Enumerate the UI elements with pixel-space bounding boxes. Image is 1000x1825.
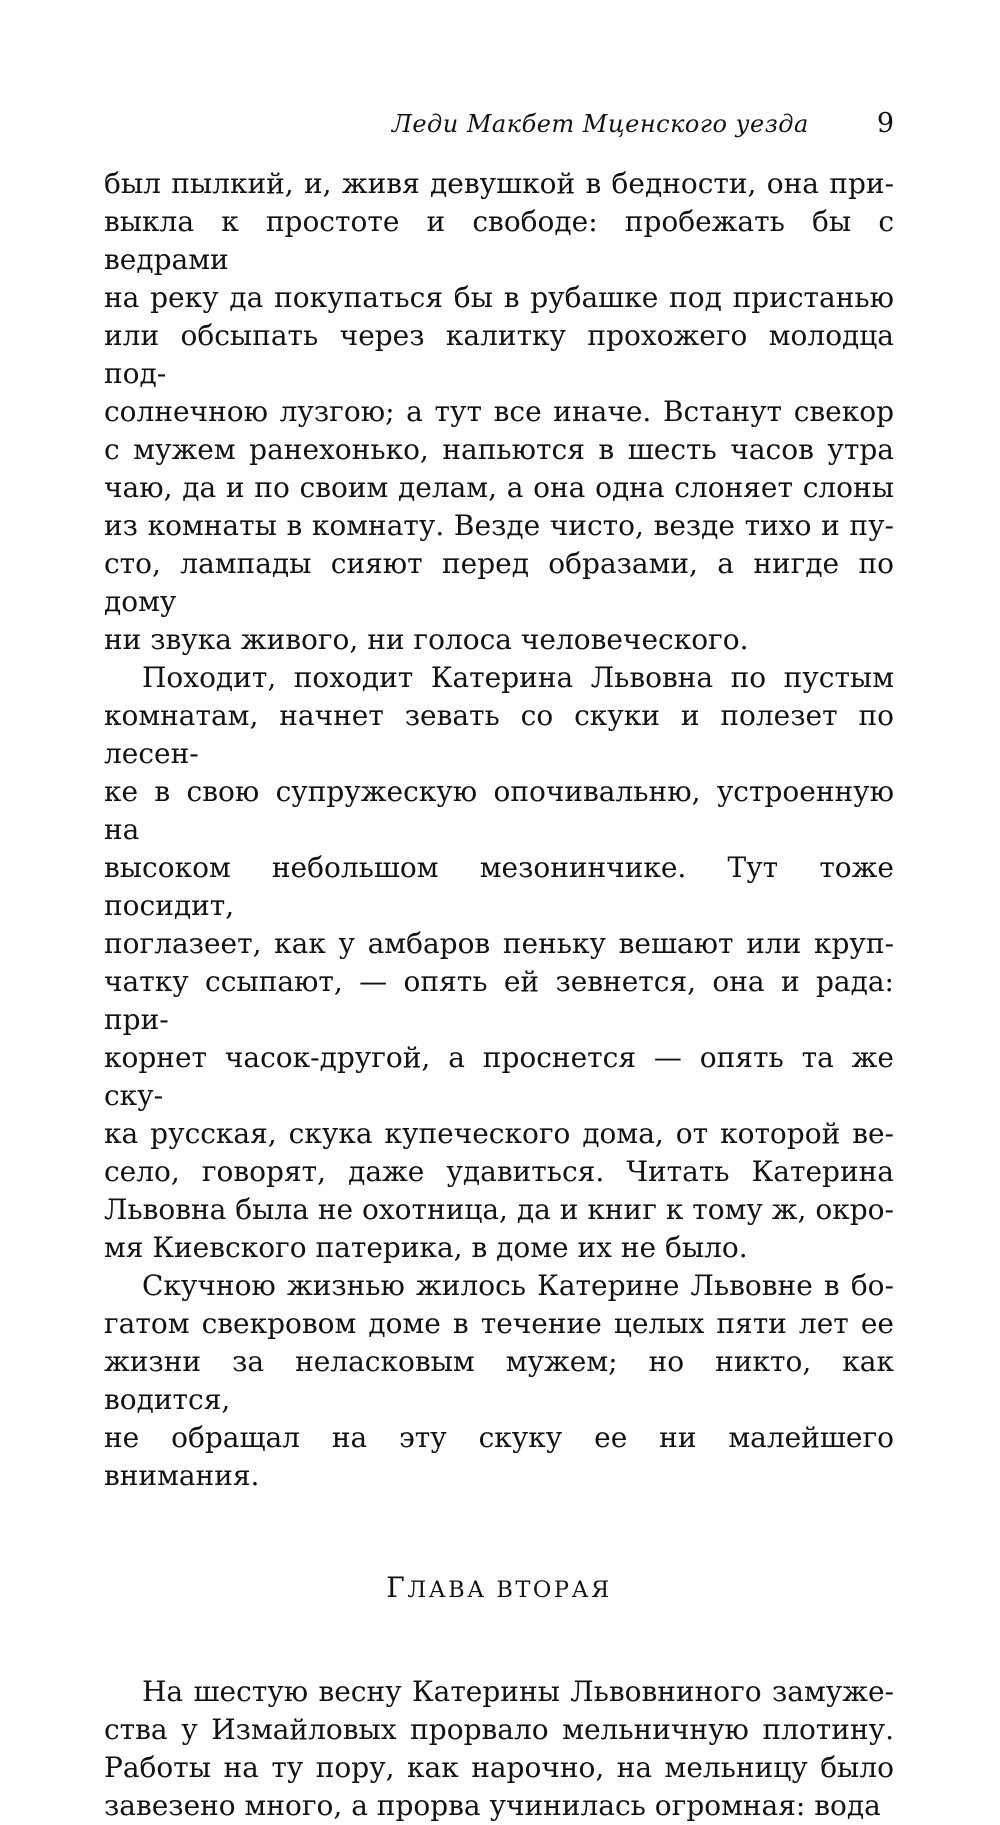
text-line: корнет часок-другой, а проснется — опять та же ску- <box>104 1041 894 1112</box>
chapter-heading-lead-cap: Г <box>386 1571 408 1604</box>
paragraph <box>104 1267 894 1495</box>
text-line: высоком небольшом мезонинчике. Тут тоже посидит, <box>104 851 894 922</box>
text-line: село, говорят, даже удавиться. Читать Катерина <box>104 1155 894 1188</box>
text-line: поглазеет, как у амбаров пеньку вешают или круп- <box>104 927 894 960</box>
chapter-heading <box>104 1569 894 1611</box>
text-line: жизни за неласковым мужем; но никто, как водится, <box>104 1345 894 1416</box>
text-line: Походит, походит Катерина Львовна по пустым <box>142 661 894 694</box>
text-line: ни звука живого, ни голоса человеческого. <box>104 623 749 656</box>
text-line: чатку ссыпают, — опять ей зевнется, она и рада: при- <box>104 965 894 1036</box>
text-line: На шестую весну Катерины Львовниного замуже- <box>142 1675 894 1708</box>
text-line: солнечною лузгою; а тут все иначе. Встанут свекор <box>104 395 894 428</box>
text-line: выкла к простоте и свободе: пробежать бы с ведрами <box>104 205 894 276</box>
body-text-block-1 <box>104 165 894 1495</box>
text-line: сто, лампады сияют перед образами, а нигде по дому <box>104 547 894 618</box>
text-line: ка русская, скука купеческого дома, от которой ве- <box>104 1117 894 1150</box>
text-line: был пылкий, и, живя девушкой в бедности, она при- <box>104 167 894 200</box>
text-line: завезено много, а прорва учинилась огромная: вода <box>104 1789 881 1822</box>
text-line: мя Киевского патерика, в доме их не было. <box>104 1231 748 1264</box>
paragraph <box>104 1673 894 1825</box>
text-line: чаю, да и по своим делам, а она одна слоняет слоны <box>104 471 894 504</box>
page-number: 9 <box>876 108 894 139</box>
paragraph <box>104 165 894 659</box>
text-line: с мужем ранехонько, напьются в шесть часов утра <box>104 433 894 466</box>
text-line: на реку да покупаться бы в рубашке под пристанью <box>104 281 894 314</box>
text-line: ства у Измайловых прорвало мельничную плотину. <box>104 1713 894 1746</box>
paragraph <box>104 659 894 1267</box>
body-text-block-2 <box>104 1673 894 1825</box>
text-line: Львовна была не охотница, да и книг к тому ж, окро- <box>104 1193 894 1226</box>
running-head-title: Леди Макбет Мценского уезда <box>391 110 809 138</box>
chapter-heading-small-caps: ЛАВА ВТОРАЯ <box>407 1577 612 1603</box>
text-line: Работы на ту пору, как нарочно, на мельницу было <box>104 1751 894 1784</box>
text-line: из комнаты в комнату. Везде чисто, везде тихо и пу- <box>104 509 894 542</box>
text-line: или обсыпать через калитку прохожего молодца под- <box>104 319 894 390</box>
text-line: гатом свекровом доме в течение целых пяти лет ее <box>104 1307 894 1340</box>
running-head <box>104 108 894 139</box>
text-line: не обращал на эту скуку ее ни малейшего внимания. <box>104 1421 894 1492</box>
text-line: ке в свою супружескую опочивальню, устроенную на <box>104 775 894 846</box>
text-line: комнатам, начнет зевать со скуки и полезет по лесен- <box>104 699 894 770</box>
text-line: Скучною жизнью жилось Катерине Львовне в бо- <box>142 1269 894 1302</box>
